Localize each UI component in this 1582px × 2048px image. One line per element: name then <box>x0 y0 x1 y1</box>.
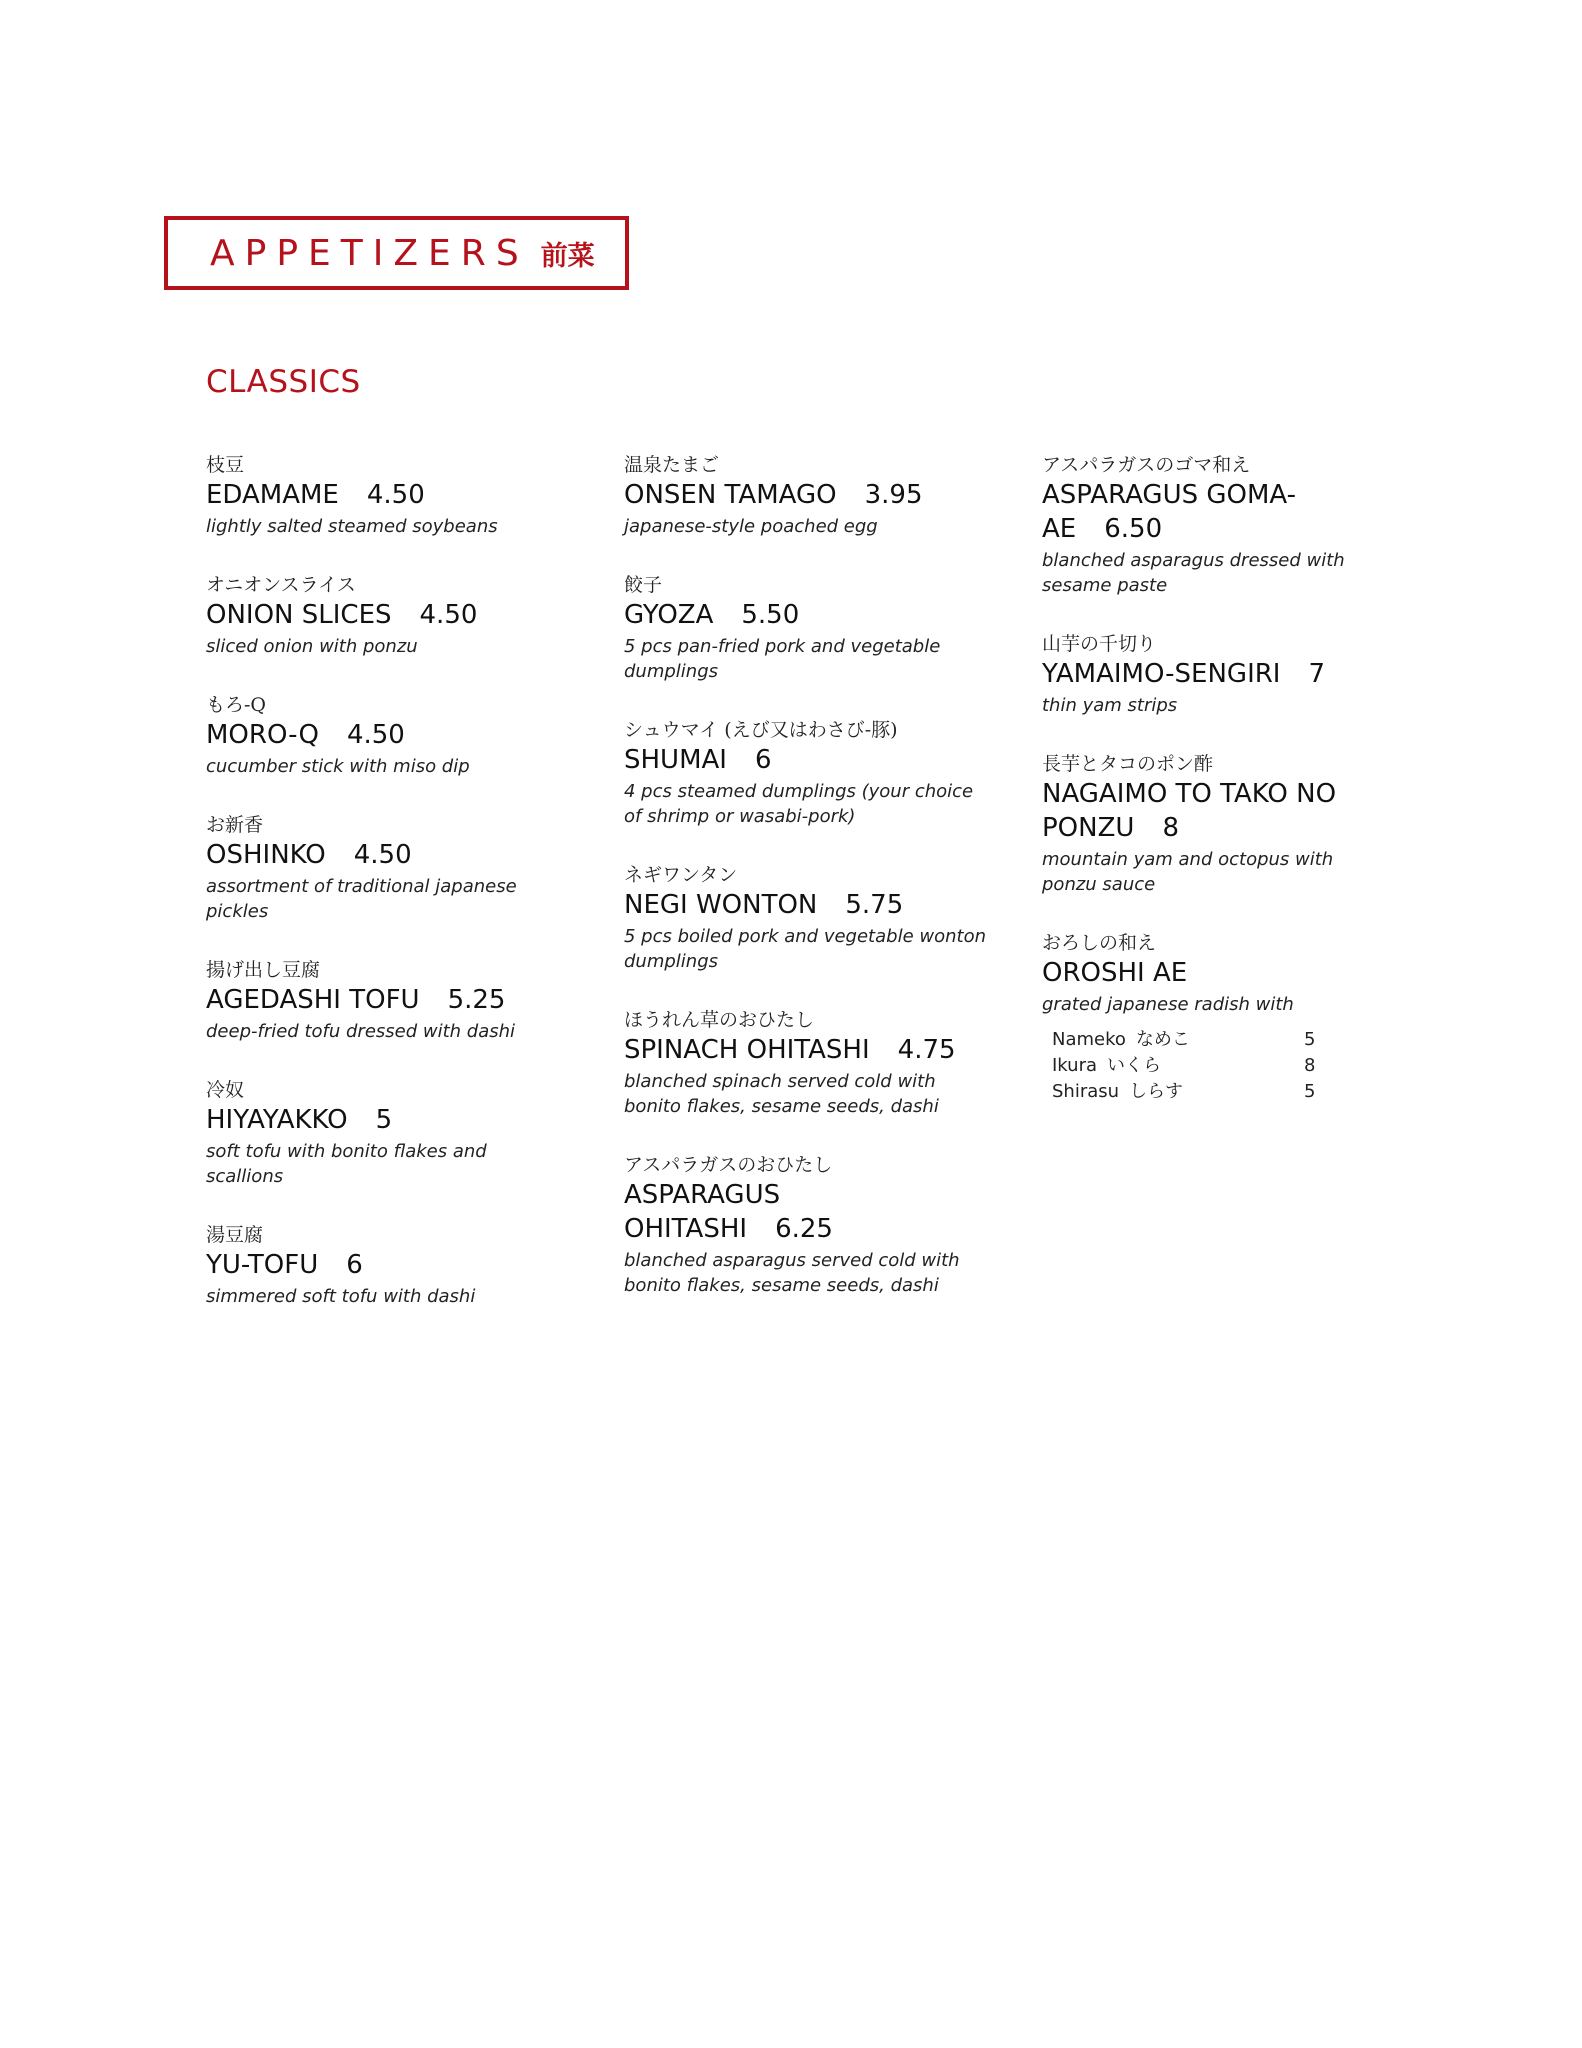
item-price: 4.50 <box>419 600 478 630</box>
item-price: 3.95 <box>864 480 923 510</box>
item-name: NAGAIMO TO TAKO NO PONZU <box>1042 779 1337 843</box>
option-price: 8 <box>1304 1055 1316 1076</box>
item-title-line <box>624 1033 994 1067</box>
item-name: AGEDASHI TOFU <box>206 985 420 1015</box>
menu-column-2 <box>624 452 994 1331</box>
item-description: cucumber stick with miso dip <box>206 756 470 777</box>
item-description: blanched spinach served cold with bonito flakes, sesame seeds, dashi <box>624 1071 939 1117</box>
item-name-jp: 揚げ出し豆腐 <box>206 959 321 981</box>
item-name: ASPARAGUS GOMA-AE <box>1042 480 1297 544</box>
item-name: YAMAIMO-SENGIRI <box>1042 659 1281 689</box>
item-name-jp: アスパラガスのおひたし <box>624 1154 833 1176</box>
item-name: OSHINKO <box>206 840 326 870</box>
item-title-line <box>206 1103 566 1137</box>
menu-item <box>624 717 994 829</box>
item-description: japanese-style poached egg <box>624 516 878 537</box>
menu-column-3 <box>1042 452 1372 1138</box>
item-name-jp: ネギワンタン <box>624 864 738 886</box>
item-name-jp: 枝豆 <box>206 454 245 476</box>
item-description: 5 pcs boiled pork and vegetable wonton dumplings <box>624 926 986 972</box>
item-price: 8 <box>1162 813 1179 843</box>
item-price: 4.50 <box>353 840 412 870</box>
option-name-cell <box>1052 1053 1304 1079</box>
option-row <box>1052 1079 1372 1105</box>
item-name-jp: 長芋とタコのポン酢 <box>1042 753 1214 775</box>
item-name: ONION SLICES <box>206 600 392 630</box>
item-description: simmered soft tofu with dashi <box>206 1286 476 1307</box>
item-price: 5.50 <box>741 600 800 630</box>
item-description: sliced onion with ponzu <box>206 636 418 657</box>
item-description: soft tofu with bonito flakes and scallions <box>206 1141 487 1187</box>
item-title-line <box>1042 777 1372 845</box>
item-title-line <box>206 598 566 632</box>
item-name: SHUMAI <box>624 745 727 775</box>
menu-item <box>1042 930 1372 1105</box>
item-name-jp: もろ-Q <box>206 694 266 716</box>
item-description: grated japanese radish with <box>1042 994 1294 1015</box>
option-name: Nameko <box>1052 1029 1126 1050</box>
item-price: 7 <box>1308 659 1326 689</box>
item-name-jp: 冷奴 <box>206 1079 245 1101</box>
item-description: thin yam strips <box>1042 695 1178 716</box>
option-name: Shirasu <box>1052 1081 1120 1102</box>
item-price: 4.75 <box>897 1035 956 1065</box>
item-title-line <box>206 1248 566 1282</box>
item-name-jp: オニオンスライス <box>206 574 356 596</box>
menu-item <box>624 452 994 539</box>
menu-item <box>206 692 566 779</box>
menu-item <box>206 812 566 924</box>
item-title-line <box>624 1178 994 1246</box>
item-price: 5.25 <box>447 985 506 1015</box>
header-box <box>164 216 629 290</box>
option-row <box>1052 1027 1372 1053</box>
item-price: 5.75 <box>845 890 904 920</box>
item-price: 6 <box>346 1250 363 1280</box>
item-description: 4 pcs steamed dumplings (your choice of shrimp or wasabi-pork) <box>624 781 974 827</box>
item-name: HIYAYAKKO <box>206 1105 348 1135</box>
item-name: ASPARAGUS OHITASHI <box>624 1180 781 1244</box>
item-title-line <box>1042 478 1372 546</box>
page-title-jp: 前菜 <box>540 240 595 272</box>
menu-item <box>1042 751 1372 897</box>
item-description: 5 pcs pan-fried pork and vegetable dumplings <box>624 636 941 682</box>
item-title-line <box>624 598 994 632</box>
item-title-line <box>1042 657 1372 691</box>
item-title-line <box>206 983 566 1017</box>
item-title-line <box>624 888 994 922</box>
item-description: mountain yam and octopus with ponzu sauce <box>1042 849 1334 895</box>
menu-item <box>206 572 566 659</box>
menu-item <box>624 1152 994 1298</box>
item-price: 4.50 <box>346 720 405 750</box>
menu-item <box>624 572 994 684</box>
menu-item <box>206 1077 566 1189</box>
item-name: NEGI WONTON <box>624 890 818 920</box>
option-price: 5 <box>1304 1029 1316 1050</box>
item-description: blanched asparagus dressed with sesame paste <box>1042 550 1345 596</box>
item-description: deep-fried tofu dressed with dashi <box>206 1021 516 1042</box>
menu-item <box>206 1222 566 1309</box>
item-price: 5 <box>375 1105 393 1135</box>
item-title-line <box>624 743 994 777</box>
item-description: lightly salted steamed soybeans <box>206 516 498 537</box>
option-list <box>1042 1027 1372 1105</box>
menu-column-1 <box>206 452 566 1342</box>
item-name-jp: 湯豆腐 <box>206 1224 264 1246</box>
item-name-jp: お新香 <box>206 814 264 836</box>
menu-item <box>624 1007 994 1119</box>
option-name-jp: なめこ <box>1135 1029 1190 1050</box>
item-name: MORO-Q <box>206 720 319 750</box>
item-name-jp: アスパラガスのゴマ和え <box>1042 454 1251 476</box>
item-name: YU-TOFU <box>206 1250 319 1280</box>
item-price: 6 <box>754 745 772 775</box>
option-name-cell <box>1052 1027 1304 1053</box>
menu-item <box>1042 631 1372 718</box>
section-title: CLASSICS <box>206 364 361 400</box>
item-title-line <box>206 718 566 752</box>
item-name-jp: ほうれん草のおひたし <box>624 1009 815 1031</box>
item-name-jp: おろしの和え <box>1042 932 1157 954</box>
item-price: 4.50 <box>366 480 425 510</box>
item-title-line <box>206 478 566 512</box>
menu-item <box>1042 452 1372 598</box>
item-name-jp: 山芋の千切り <box>1042 633 1157 655</box>
item-title-line <box>624 478 994 512</box>
item-name: SPINACH OHITASHI <box>624 1035 870 1065</box>
item-name-jp: 温泉たまご <box>624 454 720 476</box>
menu-item <box>624 862 994 974</box>
option-name-cell <box>1052 1079 1304 1105</box>
item-description: blanched asparagus served cold with bonito flakes, sesame seeds, dashi <box>624 1250 960 1296</box>
menu-item <box>206 452 566 539</box>
item-name: OROSHI AE <box>1042 958 1188 988</box>
option-name: Ikura <box>1052 1055 1098 1076</box>
item-name: ONSEN TAMAGO <box>624 480 837 510</box>
option-name-jp: いくら <box>1107 1055 1162 1076</box>
item-price: 6.25 <box>775 1214 833 1244</box>
item-title-line <box>206 838 566 872</box>
item-description: assortment of traditional japanese pickles <box>206 876 517 922</box>
item-title-line <box>1042 956 1372 990</box>
item-name: EDAMAME <box>206 480 339 510</box>
option-price: 5 <box>1304 1081 1316 1102</box>
option-name-jp: しらす <box>1129 1081 1184 1102</box>
menu-item <box>206 957 566 1044</box>
option-row <box>1052 1053 1372 1079</box>
item-name: GYOZA <box>624 600 714 630</box>
item-price: 6.50 <box>1104 514 1163 544</box>
page-title: APPETIZERS <box>210 232 529 274</box>
item-name-jp: シュウマイ (えび又はわさび-豚) <box>624 719 898 741</box>
item-name-jp: 餃子 <box>624 574 663 596</box>
